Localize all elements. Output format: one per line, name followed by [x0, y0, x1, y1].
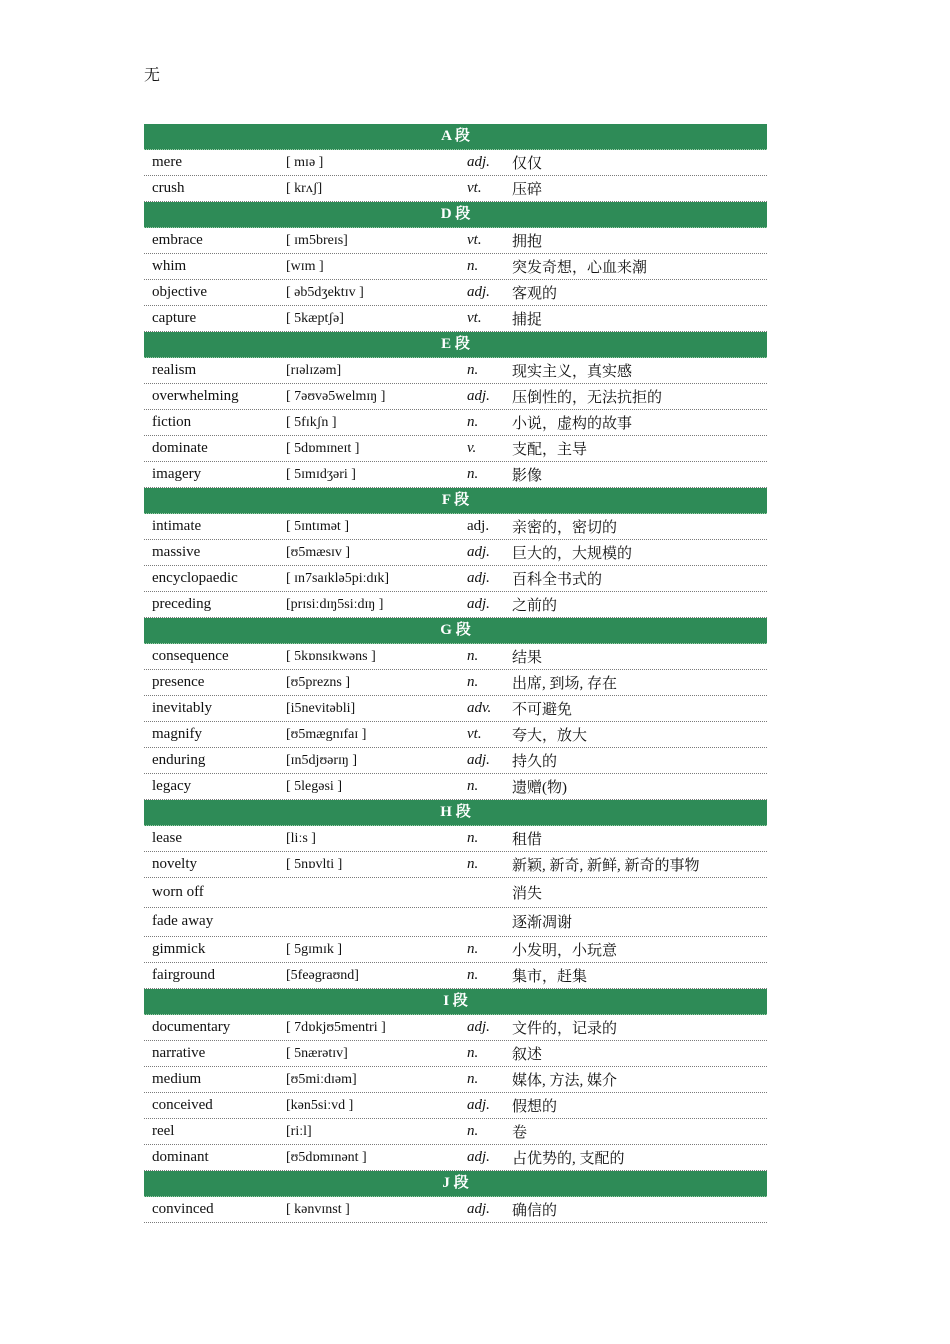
definition-cell: 压倒性的，无法抗拒的 [512, 390, 663, 406]
vocab-row [144, 228, 767, 254]
phonetic-cell: [ əb5dʒektɪv ] [286, 284, 364, 300]
part-of-speech-cell: n. [467, 1045, 479, 1061]
part-of-speech-cell: v. [467, 440, 477, 456]
vocab-row [144, 852, 767, 878]
phonetic-cell: [ 5ɪmɪdʒəri ] [286, 466, 356, 482]
word-cell: objective [152, 284, 207, 300]
part-of-speech-cell: adj. [467, 388, 490, 404]
phonetic-cell: [wɪm ] [286, 258, 324, 274]
vocab-row [144, 436, 767, 462]
word-cell: overwhelming [152, 388, 239, 404]
word-cell: crush [152, 180, 185, 196]
phonetic-cell: [ 5gɪmɪk ] [286, 941, 342, 957]
part-of-speech-cell: n. [467, 362, 479, 378]
vocab-row [144, 937, 767, 963]
part-of-speech-cell: adj. [467, 1149, 490, 1165]
vocab-row [144, 644, 767, 670]
part-of-speech-cell: n. [467, 258, 479, 274]
phonetic-cell: [rɪəlɪzəm] [286, 362, 342, 378]
part-of-speech-cell: n. [467, 856, 479, 872]
part-of-speech-cell: adj. [467, 1201, 490, 1217]
definition-cell: 占优势的, 支配的 [512, 1151, 625, 1167]
section-header: I 段 [144, 989, 767, 1015]
vocab-row [144, 150, 767, 176]
vocab-row [144, 826, 767, 852]
section-header: F 段 [144, 488, 767, 514]
part-of-speech-cell: adj. [467, 154, 490, 170]
word-cell: mere [152, 154, 182, 170]
part-of-speech-cell: adj. [467, 544, 490, 560]
phonetic-cell: [ 5fɪkʃn ] [286, 414, 337, 430]
phonetic-cell: [ kənvɪnst ] [286, 1201, 350, 1217]
phonetic-cell: [ ɪm5breɪs] [286, 232, 348, 248]
definition-cell: 巨大的，大规模的 [512, 546, 633, 562]
definition-cell: 假想的 [512, 1099, 558, 1115]
definition-cell: 小说，虚构的故事 [512, 416, 633, 432]
part-of-speech-cell: vt. [467, 310, 482, 326]
vocab-row [144, 410, 767, 436]
vocab-row [144, 774, 767, 800]
word-cell: consequence [152, 648, 229, 664]
definition-cell: 捕捉 [512, 312, 543, 328]
definition-cell: 租借 [512, 832, 543, 848]
word-cell: massive [152, 544, 201, 560]
word-cell: dominant [152, 1149, 209, 1165]
phonetic-cell: [ɪn5djʊərɪŋ ] [286, 752, 357, 768]
word-cell: documentary [152, 1019, 231, 1035]
definition-cell: 文件的，记录的 [512, 1021, 618, 1037]
definition-cell: 仅仅 [512, 156, 543, 172]
section-header: D 段 [144, 202, 767, 228]
definition-cell: 卷 [512, 1125, 528, 1141]
definition-cell: 逐渐凋谢 [512, 915, 573, 932]
part-of-speech-cell: adj. [467, 596, 490, 612]
phonetic-cell: [ 7dɒkjʊ5mentri ] [286, 1019, 386, 1035]
part-of-speech-cell: n. [467, 830, 479, 846]
vocab-row [144, 1145, 767, 1171]
vocab-row [144, 696, 767, 722]
part-of-speech-cell: adj. [467, 518, 490, 534]
phonetic-cell: [ʊ5dɒmɪnənt ] [286, 1149, 367, 1165]
word-cell: whim [152, 258, 187, 274]
definition-cell: 支配，主导 [512, 442, 588, 458]
vocab-row [144, 462, 767, 488]
vocab-row [144, 1119, 767, 1145]
phonetic-cell: [ 5ɪntɪmət ] [286, 518, 349, 534]
part-of-speech-cell: n. [467, 648, 479, 664]
vocab-row [144, 358, 767, 384]
part-of-speech-cell: n. [467, 967, 479, 983]
definition-cell: 媒体, 方法, 媒介 [512, 1073, 618, 1089]
word-cell: magnify [152, 726, 202, 742]
word-cell: dominate [152, 440, 208, 456]
phonetic-cell: [ krʌʃ] [286, 180, 323, 196]
part-of-speech-cell: n. [467, 674, 479, 690]
section-header: J 段 [144, 1171, 767, 1197]
vocab-row [144, 963, 767, 989]
part-of-speech-cell: adj. [467, 1019, 490, 1035]
vocabulary-table [144, 124, 767, 1223]
phonetic-cell: [ 5nɒvlti ] [286, 856, 343, 872]
word-cell: gimmick [152, 941, 206, 957]
word-cell: conceived [152, 1097, 213, 1113]
section-header: A 段 [144, 124, 767, 150]
phonetic-cell: [prɪsiːdɪŋ5siːdɪŋ ] [286, 596, 384, 612]
word-cell: fade away [152, 913, 214, 930]
word-cell: convinced [152, 1201, 214, 1217]
vocab-row [144, 514, 767, 540]
vocab-row [144, 540, 767, 566]
word-cell: lease [152, 830, 182, 846]
word-cell: legacy [152, 778, 192, 794]
word-cell: imagery [152, 466, 202, 482]
phonetic-cell: [5feəgraʊnd] [286, 967, 359, 983]
vocab-row [144, 878, 767, 908]
vocab-row [144, 592, 767, 618]
definition-cell: 之前的 [512, 598, 558, 614]
phonetic-cell: [ 5kæptʃə] [286, 310, 344, 326]
word-cell: medium [152, 1071, 202, 1087]
definition-cell: 亲密的，密切的 [512, 520, 618, 536]
part-of-speech-cell: n. [467, 1071, 479, 1087]
part-of-speech-cell: adv. [467, 700, 492, 716]
word-cell: reel [152, 1123, 175, 1139]
phonetic-cell: [i5nevitəbli] [286, 700, 356, 716]
section-header: E 段 [144, 332, 767, 358]
definition-cell: 新颖, 新奇, 新鲜, 新奇的事物 [512, 858, 700, 874]
phonetic-cell: [ mɪə ] [286, 154, 324, 170]
phonetic-cell: [ 5dɒmɪneɪt ] [286, 440, 360, 456]
phonetic-cell: [ 5legəsi ] [286, 778, 342, 794]
phonetic-cell: [ 5nærətɪv] [286, 1045, 348, 1061]
vocab-row [144, 384, 767, 410]
phonetic-cell: [liːs ] [286, 830, 316, 846]
word-cell: worn off [152, 883, 204, 900]
vocab-row [144, 748, 767, 774]
phonetic-cell: [ ɪn7saɪklə5piːdɪk] [286, 570, 390, 586]
vocab-row [144, 1067, 767, 1093]
vocab-row [144, 908, 767, 938]
definition-cell: 现实主义，真实感 [512, 364, 633, 380]
part-of-speech-cell: n. [467, 941, 479, 957]
part-of-speech-cell: vt. [467, 180, 482, 196]
phonetic-cell: [riːl] [286, 1123, 312, 1139]
section-header: H 段 [144, 800, 767, 826]
phonetic-cell: [ʊ5mægnɪfaɪ ] [286, 726, 367, 742]
part-of-speech-cell: n. [467, 778, 479, 794]
word-cell: enduring [152, 752, 206, 768]
definition-cell: 叙述 [512, 1047, 543, 1063]
word-cell: realism [152, 362, 197, 378]
definition-cell: 集市，赶集 [512, 969, 588, 985]
part-of-speech-cell: n. [467, 466, 479, 482]
part-of-speech-cell: adj. [467, 752, 490, 768]
vocab-row [144, 1197, 767, 1223]
vocab-row [144, 1015, 767, 1041]
word-cell: fairground [152, 967, 216, 983]
word-cell: embrace [152, 232, 203, 248]
vocab-row [144, 176, 767, 202]
word-cell: intimate [152, 518, 202, 534]
part-of-speech-cell: n. [467, 1123, 479, 1139]
section-header: G 段 [144, 618, 767, 644]
vocab-row [144, 1041, 767, 1067]
vocab-row [144, 280, 767, 306]
vocab-row [144, 670, 767, 696]
word-cell: inevitably [152, 700, 212, 716]
phonetic-cell: [ 7əʊvə5welmɪŋ ] [286, 388, 386, 404]
page-note: 无 [144, 67, 161, 84]
vocab-row [144, 306, 767, 332]
vocab-row [144, 566, 767, 592]
phonetic-cell: [ʊ5prezns ] [286, 674, 351, 690]
definition-cell: 客观的 [512, 286, 558, 302]
vocab-row [144, 254, 767, 280]
word-cell: encyclopaedic [152, 570, 238, 586]
part-of-speech-cell: adj. [467, 284, 490, 300]
word-cell: capture [152, 310, 197, 326]
part-of-speech-cell: n. [467, 414, 479, 430]
definition-cell: 小发明，小玩意 [512, 943, 618, 959]
definition-cell: 拥抱 [512, 234, 543, 250]
definition-cell: 不可避免 [512, 702, 573, 718]
definition-cell: 夸大，放大 [512, 728, 588, 744]
part-of-speech-cell: vt. [467, 726, 482, 742]
definition-cell: 压碎 [512, 182, 543, 198]
word-cell: narrative [152, 1045, 206, 1061]
word-cell: fiction [152, 414, 192, 430]
vocab-row [144, 1093, 767, 1119]
definition-cell: 百科全书式的 [512, 572, 603, 588]
part-of-speech-cell: adj. [467, 570, 490, 586]
definition-cell: 出席, 到场, 存在 [512, 676, 618, 692]
part-of-speech-cell: vt. [467, 232, 482, 248]
phonetic-cell: [ʊ5mæsɪv ] [286, 544, 351, 560]
definition-cell: 结果 [512, 650, 543, 666]
part-of-speech-cell: adj. [467, 1097, 490, 1113]
word-cell: presence [152, 674, 205, 690]
definition-cell: 确信的 [512, 1203, 558, 1219]
phonetic-cell: [kən5siːvd ] [286, 1097, 354, 1113]
definition-cell: 影像 [512, 468, 543, 484]
definition-cell: 突发奇想，心血来潮 [512, 260, 648, 276]
word-cell: preceding [152, 596, 212, 612]
definition-cell: 消失 [512, 885, 543, 902]
word-cell: novelty [152, 856, 197, 872]
vocab-row [144, 722, 767, 748]
definition-cell: 持久的 [512, 754, 558, 770]
phonetic-cell: [ 5kɒnsɪkwəns ] [286, 648, 376, 664]
definition-cell: 遗赠(物) [512, 780, 567, 796]
phonetic-cell: [ʊ5miːdɪəm] [286, 1071, 357, 1087]
